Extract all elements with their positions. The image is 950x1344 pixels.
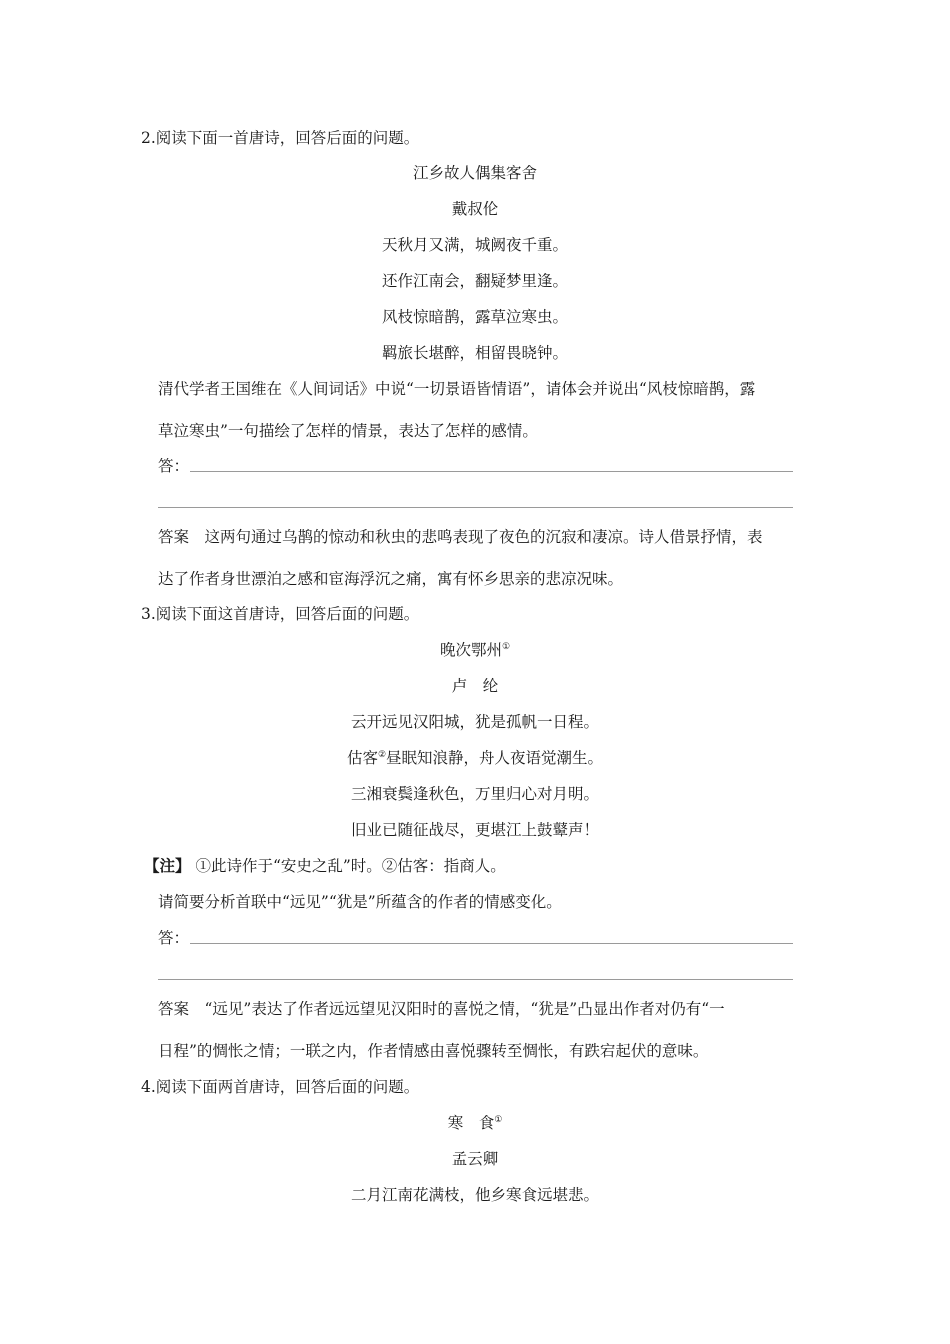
poem-line: 天秋月又满，城阙夜千重。 (381, 236, 568, 254)
poem-line: 三湘衰鬓逢秋色，万里归心对月明。 (350, 785, 599, 803)
answer-line[interactable] (190, 471, 793, 472)
footnote-marker: ② (377, 749, 387, 760)
question-4-heading: 4.阅读下面两首唐诗，回答后面的问题。 (141, 1078, 420, 1096)
answer-key: 日程”的惆怅之情；一联之内，作者情感由喜悦骤转至惆怅，有跌宕起伏的意味。 (158, 1042, 709, 1060)
answer-key: 答案 “远见”表达了作者远远望见汉阳时的喜悦之情，“犹是”凸显出作者对仍有“一 (158, 1000, 725, 1018)
answer-label: 答： (158, 457, 190, 475)
question-3-heading: 3.阅读下面这首唐诗，回答后面的问题。 (141, 605, 420, 623)
poem-line: 还作江南会，翻疑梦里逢。 (381, 272, 568, 290)
poem-line: 二月江南花满枝，他乡寒食远堪悲。 (350, 1186, 599, 1204)
question-text: 草泣寒虫”一句描绘了怎样的情景，表达了怎样的感情。 (158, 422, 538, 440)
answer-line[interactable] (158, 979, 793, 980)
note-label: 【注】 (144, 856, 191, 875)
poem-line: 风枝惊暗鹊，露草泣寒虫。 (381, 308, 568, 326)
poem-author: 戴叔伦 (451, 200, 499, 218)
poem-line: 估客②昼眠知浪静，舟人夜语觉潮生。 (346, 749, 604, 767)
note: 【注】 ①此诗作于“安史之乱”时。②估客：指商人。 (144, 856, 506, 875)
answer-line[interactable] (158, 507, 793, 508)
question-text: 清代学者王国维在《人间词话》中说“一切景语皆情语”，请体会并说出“风枝惊暗鹊，露 (158, 380, 756, 398)
answer-line[interactable] (190, 943, 793, 944)
poem-line: 羁旅长堪醉，相留畏晓钟。 (381, 344, 568, 362)
poem-line: 旧业已随征战尽，更堪江上鼓鼙声！ (350, 821, 599, 839)
answer-key: 答案 这两句通过乌鹊的惊动和秋虫的悲鸣表现了夜色的沉寂和凄凉。诗人借景抒情，表 (158, 528, 763, 546)
question-text: 请简要分析首联中“远见”“犹是”所蕴含的作者的情感变化。 (158, 893, 562, 911)
poem-title: 晚次鄂州① (439, 641, 511, 659)
poem-line: 云开远见汉阳城，犹是孤帆一日程。 (350, 713, 599, 731)
question-2-heading: 2.阅读下面一首唐诗，回答后面的问题。 (141, 129, 420, 147)
poem-author: 卢 纶 (451, 677, 499, 695)
poem-title: 江乡故人偶集客舍 (412, 164, 537, 182)
answer-label: 答： (158, 929, 190, 947)
footnote-marker: ① (494, 1114, 503, 1125)
footnote-marker: ① (501, 641, 511, 652)
poem-author: 孟云卿 (451, 1150, 499, 1168)
answer-key: 达了作者身世漂泊之感和宦海浮沉之痛，寓有怀乡思亲的悲凉况味。 (158, 570, 624, 588)
poem-title: 寒 食① (447, 1114, 503, 1132)
